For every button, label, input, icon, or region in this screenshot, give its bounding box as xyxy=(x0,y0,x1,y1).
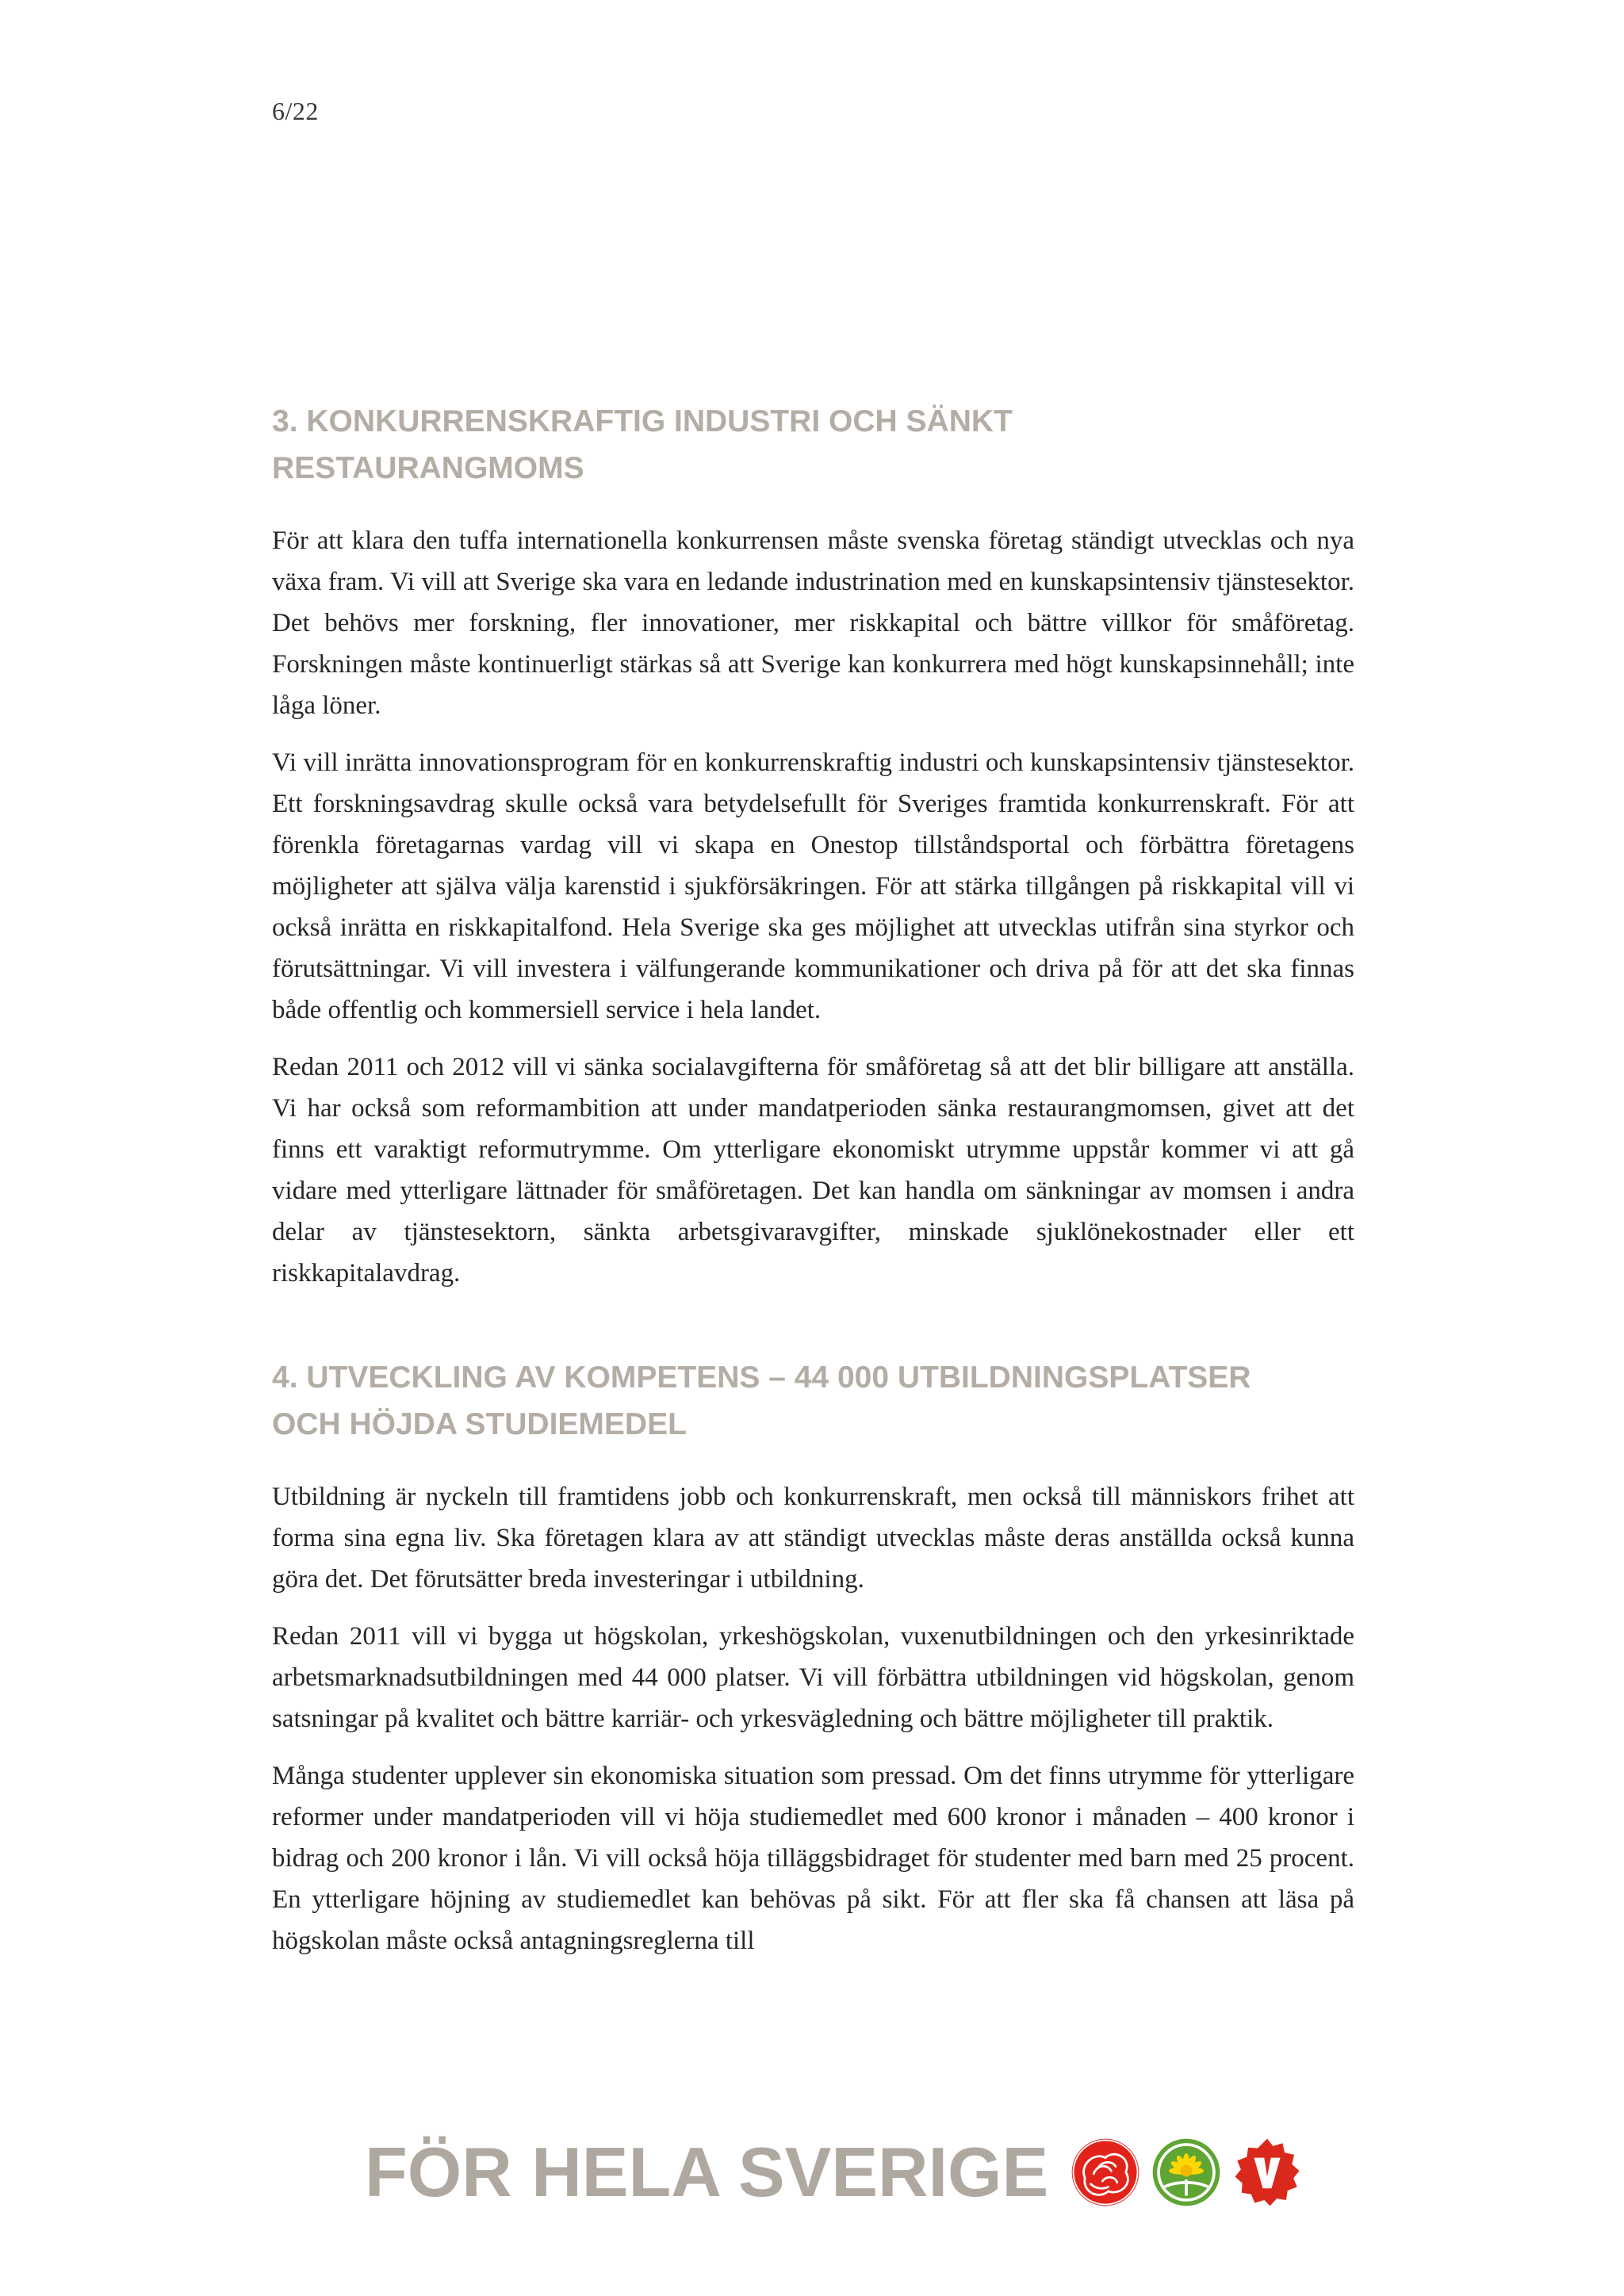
party-logos xyxy=(1069,2136,1304,2209)
dandelion-icon xyxy=(1150,2136,1223,2209)
footer-banner xyxy=(365,2133,1304,2212)
section-4 xyxy=(272,1354,1354,1961)
document-body xyxy=(272,398,1354,1977)
footer-slogan: FÖR HELA SVERIGE xyxy=(365,2133,1049,2211)
page-number: 6/22 xyxy=(272,97,319,125)
v-icon xyxy=(1231,2136,1304,2209)
paragraph: Redan 2011 vill vi bygga ut högskolan, yrkeshögskolan, vuxenutbildningen och den yrkesinriktade arbetsmarknadsutbildningen med 44 000 platser. Vi vill förbättra utbildningen vid högskolan, genom satsningar på kvalitet och bättre karriär- och yrkesvägledning och bättre möjligheter till praktik. xyxy=(272,1622,1354,1733)
paragraph: Redan 2011 och 2012 vill vi sänka socialavgifterna för småföretag så att det blir billigare att anställa. Vi har också som reformambition att under mandatperioden sänka restaurangmomsen, givet att det finns ett varaktigt reformutrymme. Om ytterligare ekonomiskt utrymme uppstår kommer vi att gå vidare med ytterligare lättnader för småföretagen. Det kan handla om sänkningar av momsen i andra delar av tjänstesektorn, sänkta arbetsgivaravgifter, minskade sjuklönekostnader eller ett riskkapitalavdrag. xyxy=(272,1053,1354,1288)
section-heading-line: OCH HÖJDA STUDIEMEDEL xyxy=(272,1407,687,1441)
section-heading-line: 4. UTVECKLING AV KOMPETENS – 44 000 UTBILDNINGSPLATSER xyxy=(272,1360,1251,1395)
section-3 xyxy=(272,398,1354,1294)
section-heading-line: 3. KONKURRENSKRAFTIG INDUSTRI OCH SÄNKT xyxy=(272,404,1013,438)
paragraph: För att klara den tuffa internationella konkurrensen måste svenska företag ständigt utvecklas och nya växa fram. Vi vill att Sverige ska vara en ledande industrination med en kunskapsintensiv tjänstesektor. Det behövs mer forskning, fler innovationer, mer riskkapital och bättre villkor för småföretag. Forskningen måste kontinuerligt stärkas så att Sverige kan konkurrera med högt kunskapsinnehåll; inte låga löner. xyxy=(272,526,1354,720)
paragraph: Vi vill inrätta innovationsprogram för en konkurrenskraftig industri och kunskapsintensiv tjänstesektor. Ett forskningsavdrag skulle också vara betydelsefullt för Sveriges framtida konkurrenskraft. För att förenkla företagarnas vardag vill vi skapa en Onestop tillståndsportal och förbättra företagens möjligheter att själva välja karenstid i sjukförsäkringen. För att stärka tillgången på riskkapital vill vi också inrätta en riskkapitalfond. Hela Sverige ska ges möjlighet att utvecklas utifrån sina styrkor och förutsättningar. Vi vill investera i välfungerande kommunikationer och driva på för att det ska finnas både offentlig och kommersiell service i hela landet. xyxy=(272,748,1354,1024)
section-heading-line: RESTAURANGMOMS xyxy=(272,451,584,485)
paragraph: Många studenter upplever sin ekonomiska situation som pressad. Om det finns utrymme för ytterligare reformer under mandatperioden vill vi höja studiemedlet med 600 kronor i månaden – 400 kronor i bidrag och 200 kronor i lån. Vi vill också höja tilläggsbidraget för studenter med barn med 25 procent. En ytterligare höjning av studiemedlet kan behövas på sikt. För att fler ska få chansen att läsa på högskolan måste också antagningsreglerna till xyxy=(272,1762,1354,1955)
section-heading xyxy=(272,1354,1354,1448)
section-heading xyxy=(272,398,1354,492)
paragraph: Utbildning är nyckeln till framtidens jobb och konkurrenskraft, men också till människors frihet att forma sina egna liv. Ska företagen klara av att ständigt utvecklas måste deras anställda också kunna göra det. Det förutsätter breda investeringar i utbildning. xyxy=(272,1483,1354,1594)
rose-icon xyxy=(1069,2136,1142,2209)
